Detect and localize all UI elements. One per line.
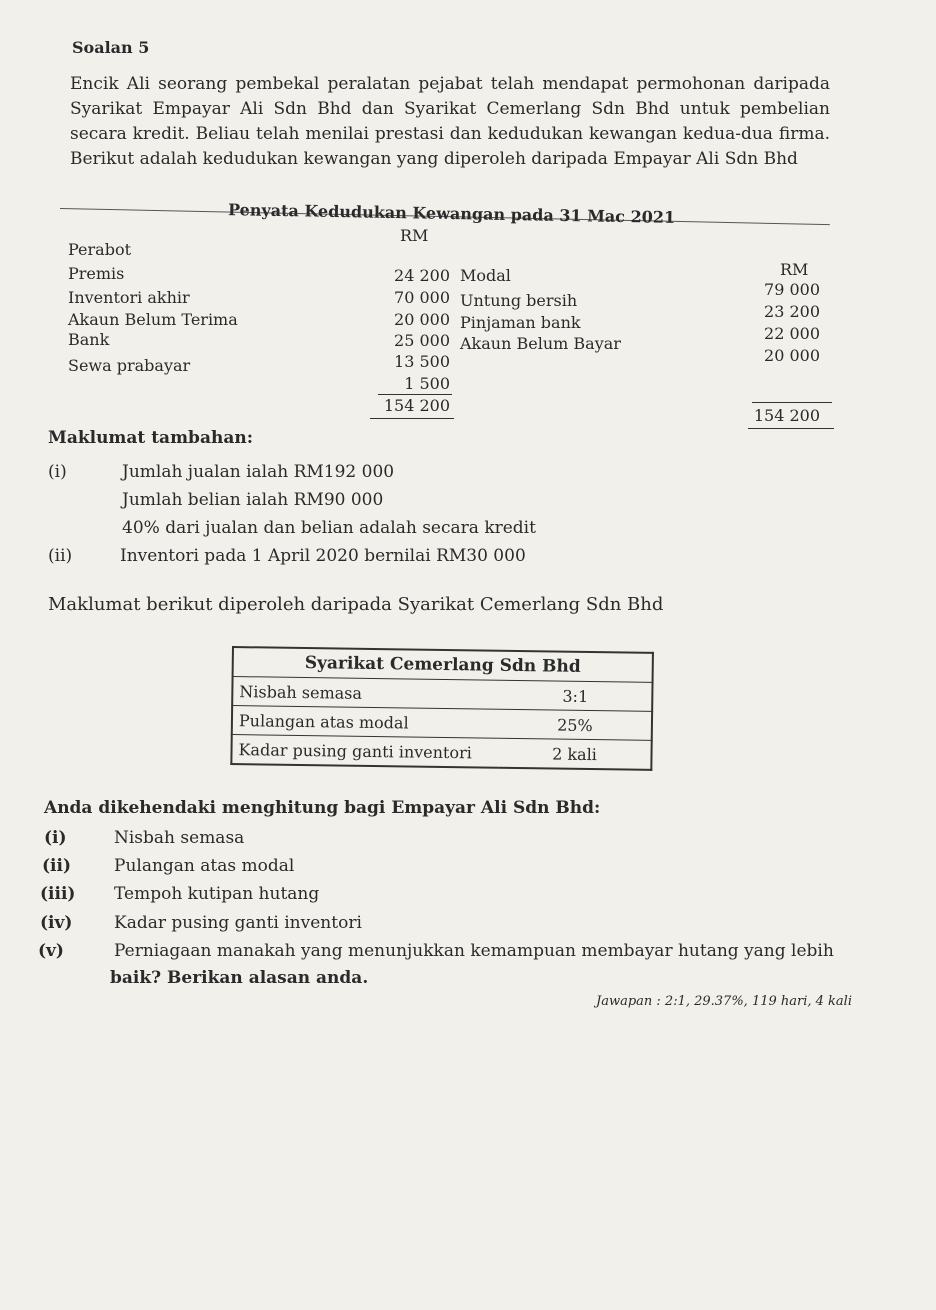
table-row xyxy=(231,735,651,770)
additional-item-line: Jumlah jualan ialah RM192 000 xyxy=(122,462,395,482)
additional-info-heading: Maklumat tambahan: xyxy=(48,428,253,448)
liability-amount: 23 200 xyxy=(764,302,820,321)
task-heading: Anda dikehendaki menghitung bagi Empayar Ali Sdn Bhd: xyxy=(44,798,601,818)
right-currency: RM xyxy=(780,260,809,279)
left-total: 154 200 xyxy=(383,396,450,415)
answer-key: Jawapan : 2:1, 29.37%, 119 hari, 4 kali xyxy=(596,994,853,1009)
additional-item-line: Jumlah belian ialah RM90 000 xyxy=(122,490,384,510)
right-subtotal-rule xyxy=(752,402,832,403)
asset-amount: 1 500 xyxy=(404,374,450,393)
liability-label: Akaun Belum Bayar xyxy=(460,334,621,353)
cemerlang-heading: Maklumat berikut diperoleh daripada Syarikat Cemerlang Sdn Bhd xyxy=(48,594,664,615)
ratio-value: 3:1 xyxy=(499,680,652,711)
task-text: Kadar pusing ganti inventori xyxy=(114,913,362,933)
asset-amount: 70 000 xyxy=(394,288,450,307)
additional-item-line: 40% dari jualan dan belian adalah secara kredit xyxy=(122,518,536,538)
task-text: Pulangan atas modal xyxy=(114,856,295,876)
table-title: Syarikat Cemerlang Sdn Bhd xyxy=(233,647,653,682)
task-text: Perniagaan manakah yang menunjukkan kemampuan membayar hutang yang lebih xyxy=(114,941,834,961)
asset-amount: 25 000 xyxy=(394,331,450,350)
asset-label: Perabot xyxy=(68,240,132,259)
task-number: (iii) xyxy=(40,884,76,904)
asset-label: Bank xyxy=(68,330,110,349)
asset-label: Inventori akhir xyxy=(68,288,190,307)
ratio-value: 25% xyxy=(499,709,652,740)
task-text: Nisbah semasa xyxy=(114,828,245,848)
liability-label: Untung bersih xyxy=(460,291,578,310)
ratio-value: 2 kali xyxy=(498,738,651,770)
ratio-label: Kadar pusing ganti inventori xyxy=(231,735,498,768)
cemerlang-ratio-table xyxy=(230,646,654,771)
question-title: Soalan 5 xyxy=(72,38,150,57)
liability-label: Pinjaman bank xyxy=(460,313,581,332)
asset-label: Akaun Belum Terima xyxy=(68,310,238,329)
ratio-label: Pulangan atas modal xyxy=(232,706,499,739)
additional-item-number: (ii) xyxy=(48,546,73,566)
left-currency: RM xyxy=(400,226,429,245)
statement-title: Penyata Kedudukan Kewangan pada 31 Mac 2021 xyxy=(227,200,676,227)
task-number: (ii) xyxy=(42,856,72,876)
asset-amount: 20 000 xyxy=(394,310,450,329)
asset-label: Premis xyxy=(68,264,125,283)
liability-amount: 79 000 xyxy=(764,280,820,299)
right-total-rule xyxy=(748,428,834,429)
asset-label: Sewa prabayar xyxy=(68,356,191,375)
asset-amount: 24 200 xyxy=(394,266,450,285)
right-total: 154 200 xyxy=(753,406,820,425)
left-total-rule xyxy=(370,418,454,419)
task-number: (i) xyxy=(44,828,67,848)
task-number: (v) xyxy=(38,941,64,961)
task-number: (iv) xyxy=(40,913,73,933)
intro-paragraph: Encik Ali seorang pembekal peralatan pejabat telah mendapat permohonan daripada Syarikat Empayar Ali Sdn Bhd dan Syarikat Cemerlang Sdn Bhd untuk pembelian secara kredit. Beliau telah menilai prestasi dan kedudukan kewangan kedua-dua firma. Berikut adalah kedudukan kewangan yang diperoleh daripada Empayar Ali Sdn Bhd xyxy=(70,74,830,169)
task-text: Tempoh kutipan hutang xyxy=(114,884,320,904)
liability-label: Modal xyxy=(460,266,511,285)
task-text-continued: baik? Berikan alasan anda. xyxy=(110,968,369,988)
additional-item-line: Inventori pada 1 April 2020 bernilai RM30 000 xyxy=(120,546,526,566)
asset-amount: 13 500 xyxy=(394,352,450,371)
liability-amount: 20 000 xyxy=(764,346,820,365)
additional-item-number: (i) xyxy=(48,462,67,482)
liability-amount: 22 000 xyxy=(764,324,820,343)
ratio-label: Nisbah semasa xyxy=(232,677,499,710)
left-subtotal-rule xyxy=(378,394,452,395)
